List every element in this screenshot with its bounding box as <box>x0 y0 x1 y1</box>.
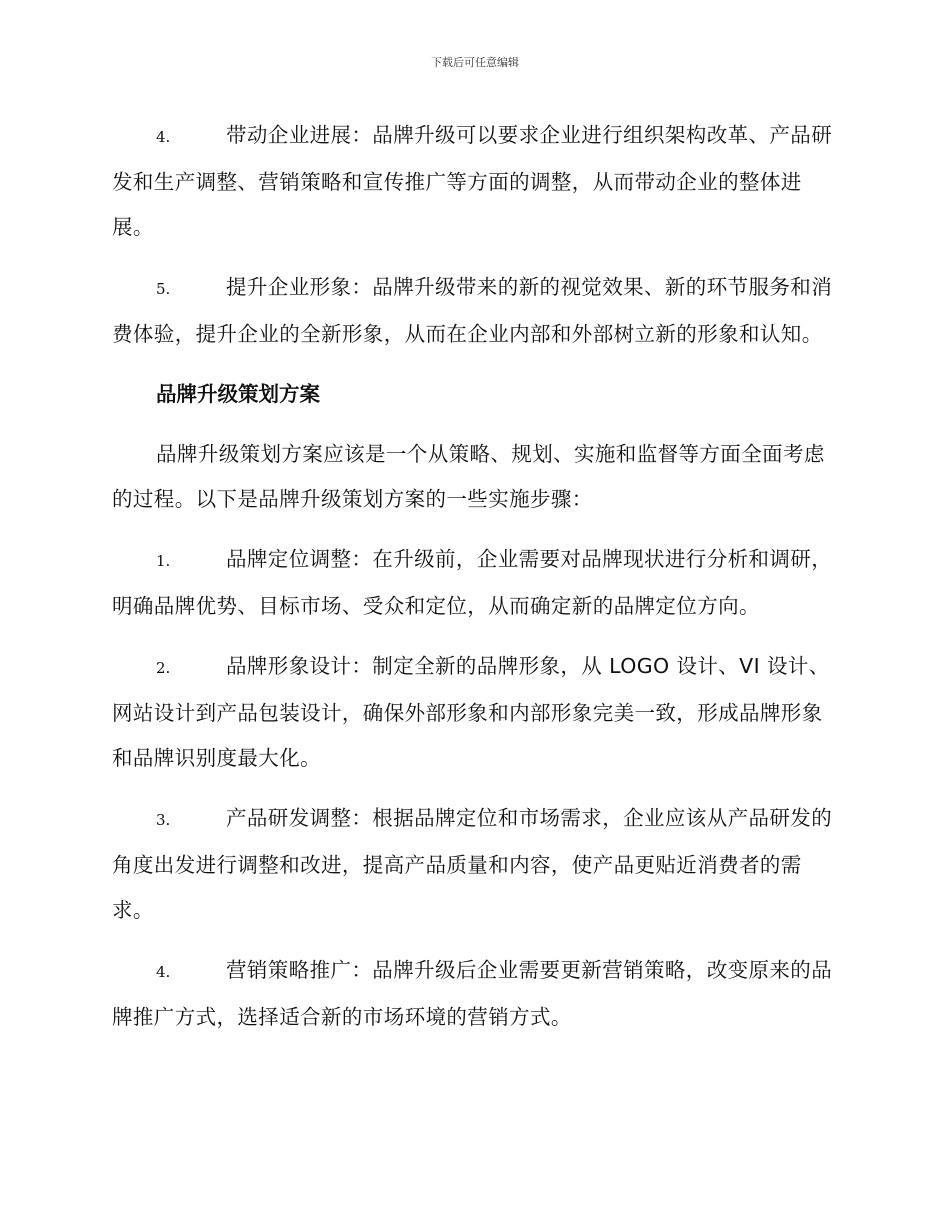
list-item <box>112 644 834 781</box>
list-item-number: 1. <box>156 552 171 570</box>
list-item-text: 营销策略推广：品牌升级后企业需要更新营销策略，改变原来的品牌推广方式，选择适合新的市场环境的营销方式。 <box>112 958 833 1029</box>
page-header: 下载后可任意编辑 <box>431 56 519 69</box>
list-item-number: 2. <box>156 659 171 677</box>
list-item-number: 5. <box>156 280 171 298</box>
list-item-number: 4. <box>156 128 171 146</box>
list-item-number: 3. <box>156 811 171 829</box>
list-item-text: 品牌形象设计：制定全新的品牌形象，从 LOGO 设计、VI 设计、网站设计到产品包装设计，确保外部形象和内部形象完美一致，形成品牌形象和品牌识别度最大化。 <box>112 654 830 770</box>
list-item <box>112 265 834 357</box>
list-item-text: 品牌定位调整：在升级前，企业需要对品牌现状进行分析和调研，明确品牌优势、目标市场、受众和定位，从而确定新的品牌定位方向。 <box>112 547 833 618</box>
list-item <box>112 537 834 629</box>
list-item-number: 4. <box>156 963 171 981</box>
list-item-text: 产品研发调整：根据品牌定位和市场需求，企业应该从产品研发的角度出发进行调整和改进，提高产品质量和内容，使产品更贴近消费者的需求。 <box>112 806 833 922</box>
list-item <box>112 113 834 250</box>
list-item-text: 带动企业进展：品牌升级可以要求企业进行组织架构改革、产品研发和生产调整、营销策略和宣传推广等方面的调整，从而带动企业的整体进展。 <box>112 123 833 239</box>
intro-paragraph: 品牌升级策划方案应该是一个从策略、规划、实施和监督等方面全面考虑的过程。以下是品牌升级策划方案的一些实施步骤： <box>112 442 825 511</box>
section-heading: 品牌升级策划方案 <box>156 382 320 406</box>
document-body <box>112 113 834 1055</box>
list-item-text: 提升企业形象：品牌升级带来的新的视觉效果、新的环节服务和消费体验，提升企业的全新形象，从而在企业内部和外部树立新的形象和认知。 <box>112 275 833 346</box>
list-item <box>112 796 834 933</box>
list-item <box>112 948 834 1040</box>
